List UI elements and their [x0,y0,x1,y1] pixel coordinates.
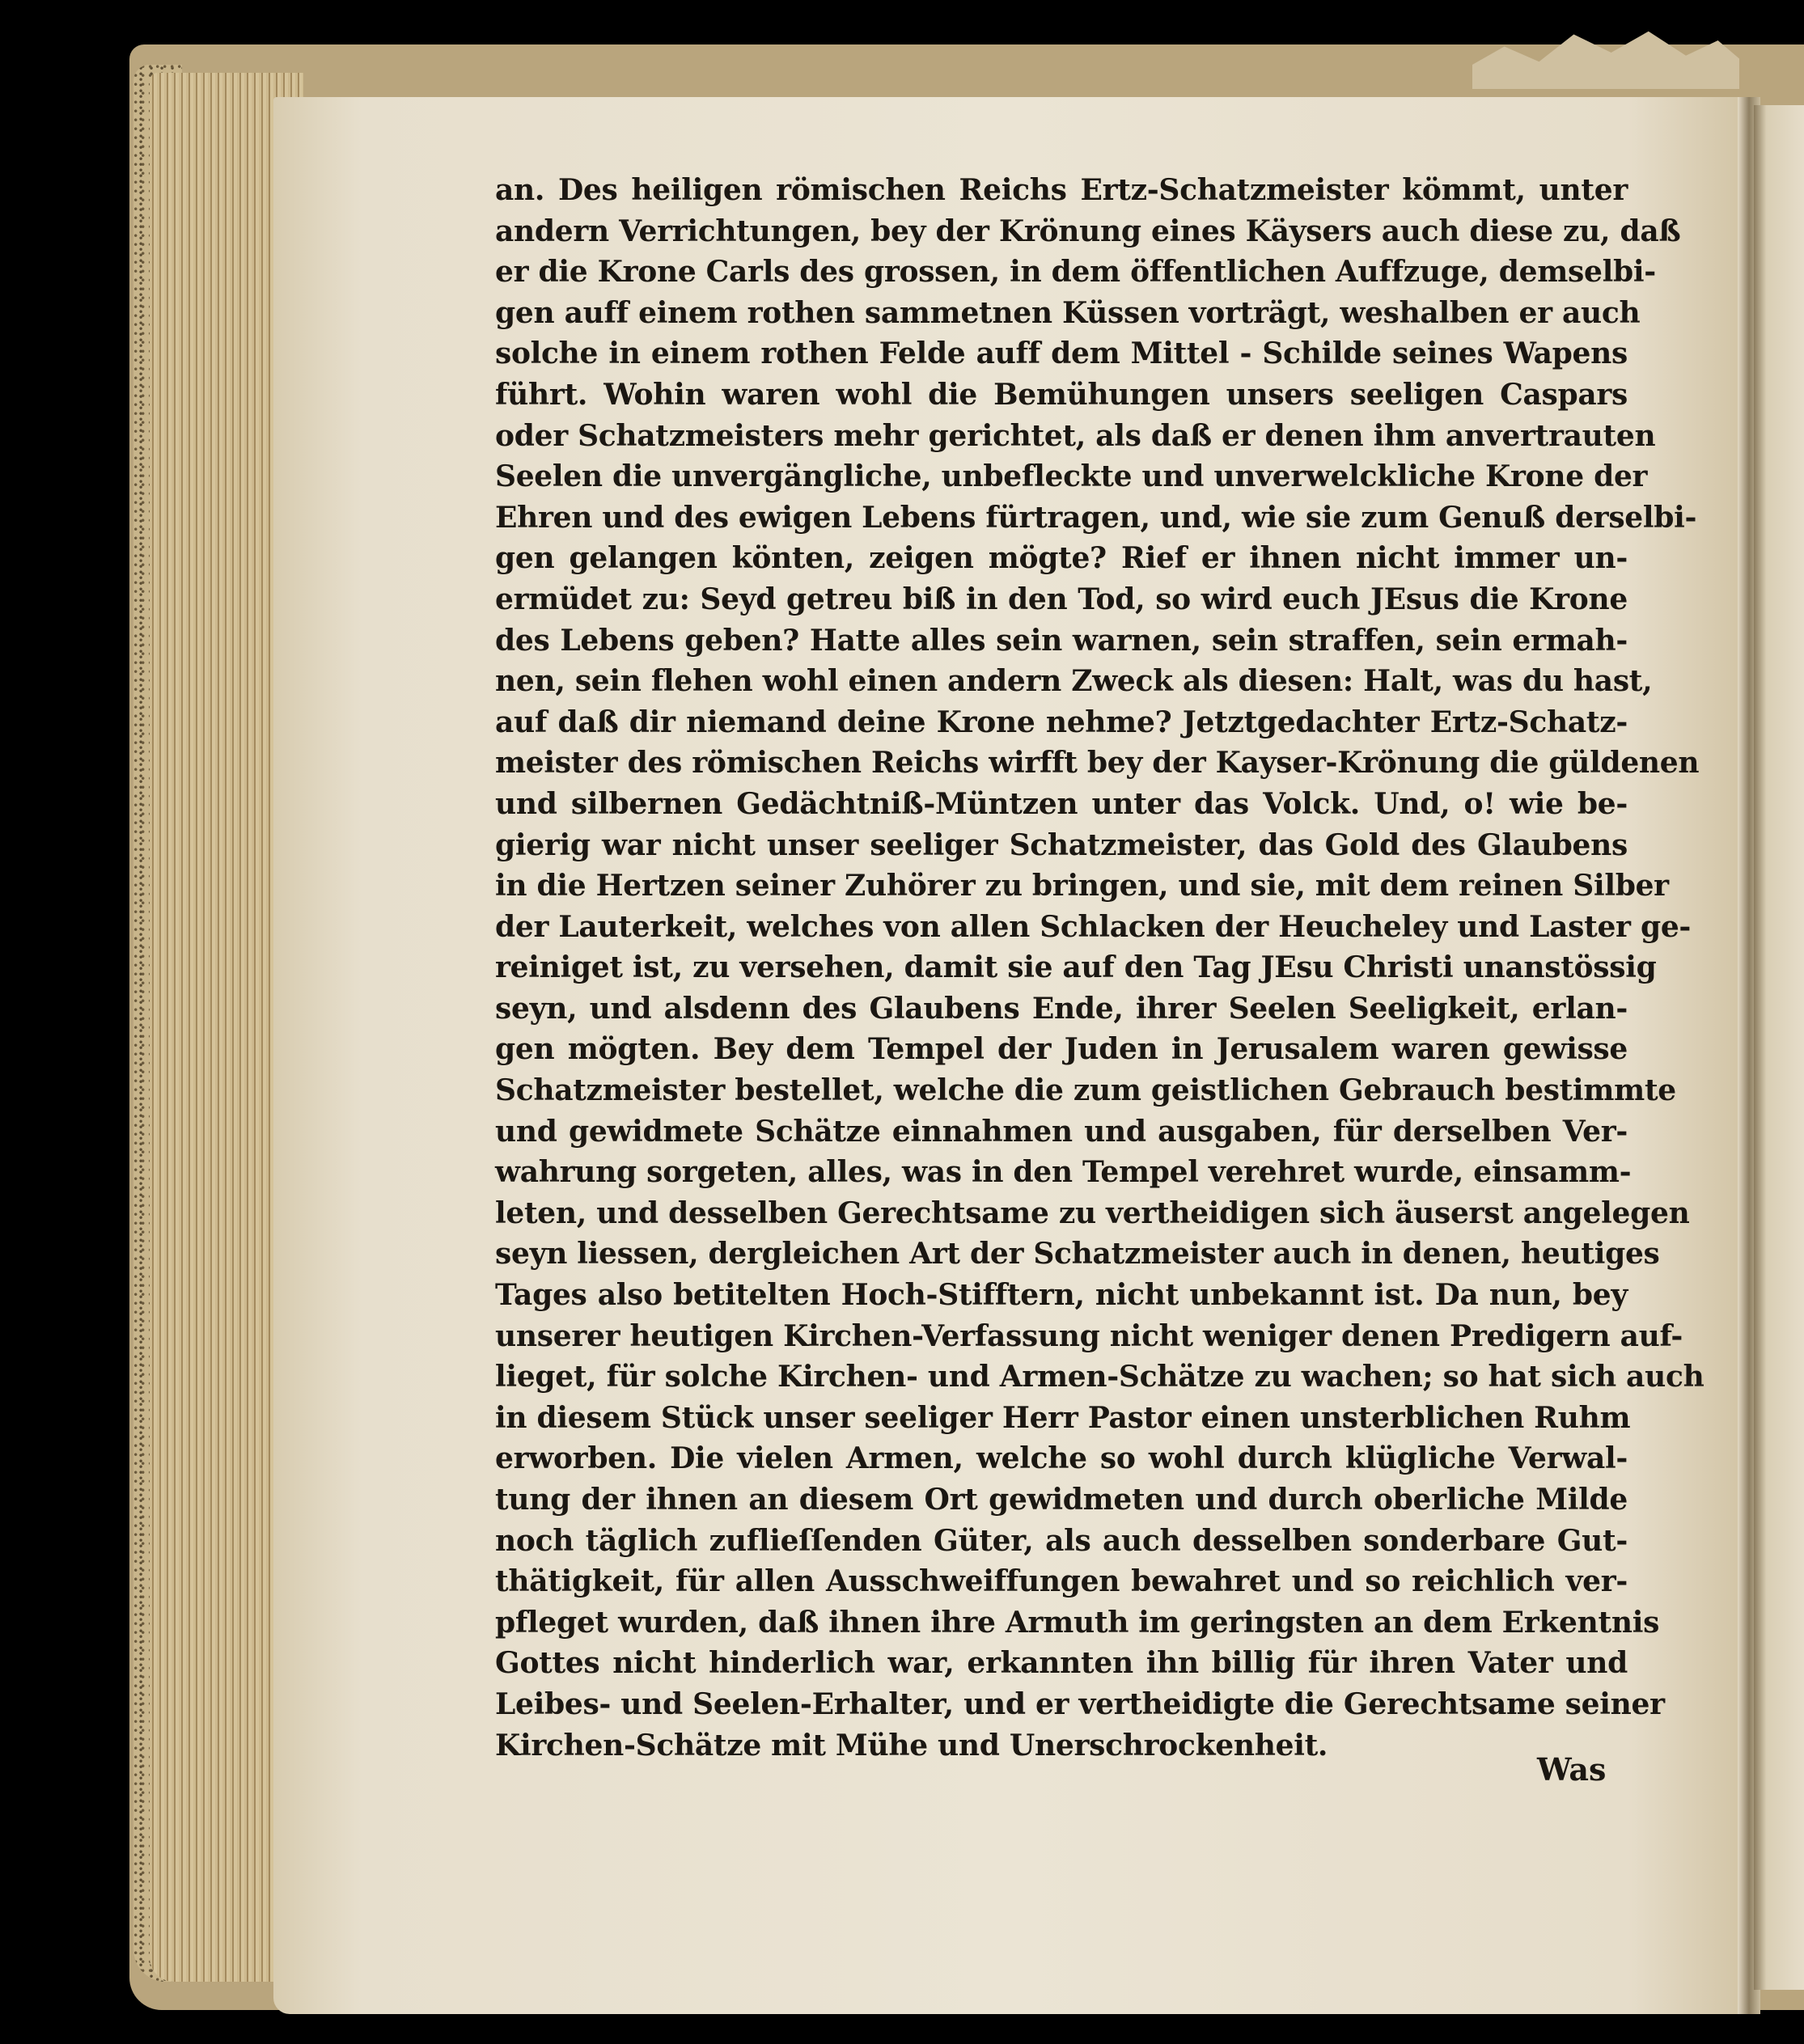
text-line: unserer heutigen Kirchen-Verfassung nicht weniger denen Predigern auf- [495,1318,1683,1353]
text-line: gen auff einem rothen sammetnen Küssen vorträgt, weshalben er auch [495,295,1641,330]
text-line: Ehren und des ewigen Lebens fürtragen, und, wie sie zum Genuß derselbi- [495,500,1697,535]
page-text-block [495,170,1704,1766]
text-line: ermüdet zu: Seyd getreu biß in den Tod, so wird euch JEsus die Krone [495,582,1628,616]
text-line: oder Schatzmeisters mehr gerichtet, als daß er denen ihm anvertrauten [495,418,1656,453]
text-line: pfleget wurden, daß ihnen ihre Armuth im geringsten an dem Erkentnis [495,1605,1660,1640]
text-line: solche in einem rothen Felde auff dem Mittel - Schilde seines Wapens [495,336,1628,371]
text-line: meister des römischen Reichs wirfft bey der Kayser-Krönung die güldenen [495,746,1700,781]
text-line: seyn liessen, dergleichen Art der Schatzmeister auch in denen, heutiges [495,1237,1660,1272]
text-line: Kirchen-Schätze mit Mühe und Unerschrockenheit. [495,1728,1328,1763]
text-line: tung der ihnen an diesem Ort gewidmeten und durch oberliche Milde [495,1483,1628,1517]
right-page-edge [1754,105,1804,1990]
text-line: Gottes nicht hinderlich war, erkannten ihn billig für ihren Vater und [495,1646,1628,1681]
text-line: reiniget ist, zu versehen, damit sie auf den Tag JEsu Christi unanstössig [495,950,1657,985]
text-line: des Lebens geben? Hatte alles sein warnen, sein straffen, sein ermah- [495,623,1628,658]
text-line: leten, und desselben Gerechtsame zu vertheidigen sich äuserst angelegen [495,1196,1690,1230]
text-line: und silbernen Gedächtniß-Müntzen unter das Volck. Und, o! wie be- [495,786,1628,821]
text-line: andern Verrichtungen, bey der Krönung eines Käysers auch diese zu, daß [495,214,1681,248]
text-line: an. Des heiligen römischen Reichs Ertz-Schatzmeister kömmt, unter [495,173,1628,207]
text-line: noch täglich zuflieſſenden Güter, als auch desselben sonderbare Gut- [495,1523,1628,1558]
text-line: lieget, für solche Kirchen- und Armen-Schätze zu wachen; so hat sich auch [495,1360,1704,1394]
text-line: wahrung sorgeten, alles, was in den Tempel verehret wurde, einsamm- [495,1155,1632,1190]
text-line: in diesem Stück unser seeliger Herr Pastor einen unsterblichen Ruhm [495,1400,1631,1435]
text-line: und gewidmete Schätze einnahmen und ausgaben, für derselben Ver- [495,1114,1628,1149]
text-line: gen gelangen könten, zeigen mögte? Rief er ihnen nicht immer un- [495,541,1628,576]
text-line: der Lauterkeit, welches von allen Schlacken der Heucheley und Laster ge- [495,909,1692,944]
text-line: seyn, und alsdenn des Glaubens Ende, ihrer Seelen Seeligkeit, erlan- [495,991,1628,1026]
text-line: thätigkeit, für allen Ausschweiffungen bewahret und so reichlich ver- [495,1564,1628,1599]
text-line: Seelen die unvergängliche, unbefleckte und unverwelckliche Krone der [495,459,1648,494]
torn-paper-fragment [1472,28,1739,89]
text-line: auf daß dir niemand deine Krone nehme? Jetztgedachter Ertz-Schatz- [495,705,1628,739]
text-line: erworben. Die vielen Armen, welche so wohl durch klügliche Verwal- [495,1441,1628,1476]
text-line: Leibes- und Seelen-Erhalter, und er vertheidigte die Gerechtsame seiner [495,1686,1665,1721]
text-line: Schatzmeister bestellet, welche die zum geistlichen Gebrauch bestimmte [495,1073,1676,1108]
text-line: er die Krone Carls des grossen, in dem öffentlichen Auffzuge, demselbi- [495,255,1656,290]
text-line: gierig war nicht unser seeliger Schatzmeister, das Gold des Glaubens [495,827,1628,862]
text-line: in die Hertzen seiner Zuhörer zu bringen, und sie, mit dem reinen Silber [495,869,1669,904]
text-line: gen mögten. Bey dem Tempel der Juden in Jerusalem waren gewisse [495,1032,1628,1067]
text-line: nen, sein flehen wohl einen andern Zweck als diesen: Halt, was du hast, [495,664,1653,699]
catchword: Was [1537,1751,1607,1788]
text-line: führt. Wohin waren wohl die Bemühungen unsers seeligen Caspars [495,377,1628,412]
text-line: Tages also betitelten Hoch-Stifftern, nicht unbekannt ist. Da nun, bey [495,1278,1628,1313]
